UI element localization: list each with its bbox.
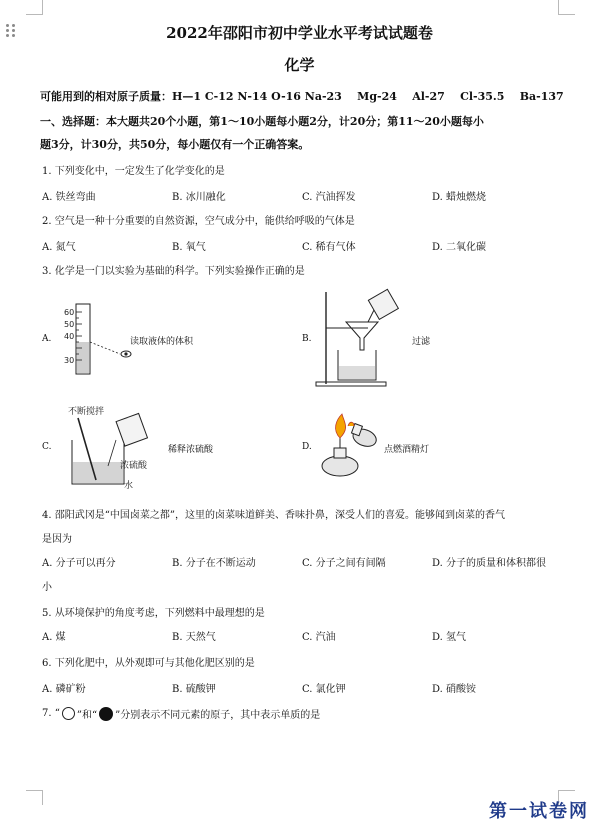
water-label: 水 [124,481,134,491]
question-3-option-b-caption: 过滤 [412,337,431,347]
eye-icon [121,351,131,357]
question-1-option-c[interactable]: C. 汽油挥发 [302,192,356,203]
question-4-option-d[interactable]: D. 分子的质量和体积都很 [432,558,547,569]
crop-mark-top-right [558,0,575,15]
question-3-option-c-caption: 稀释浓硫酸 [168,445,214,455]
question-4-stem-line1: 4. 邵阳武冈是“中国卤菜之都”，这里的卤菜味道鲜美、香味扑鼻，深受人们的喜爱。能够闻到卤菜的香气 [42,510,505,521]
question-1-stem: 1. 下列变化中，一定发生了化学变化的是 [42,166,225,177]
question-4-option-b[interactable]: B. 分子在不断运动 [172,558,256,569]
white-atom-icon [62,707,75,720]
question-1-option-d[interactable]: D. 蜡烛燃烧 [432,192,487,203]
site-watermark: 第一试卷网 [489,801,589,822]
question-1-option-b[interactable]: B. 冰川融化 [172,192,226,203]
concentrated-acid-label: 浓硫酸 [120,461,148,471]
question-3-option-a-letter[interactable]: A. [42,334,52,344]
question-3-option-c-letter[interactable]: C. [42,442,52,452]
question-3-option-d-letter[interactable]: D. [302,442,312,452]
question-7-mid: ”和“ [76,710,98,721]
question-6-option-a[interactable]: A. 磷矿粉 [42,684,86,695]
alcohol-lamp-figure [314,410,394,486]
cylinder-tick-50: 50 [64,320,75,329]
question-6-stem: 6. 下列化肥中，从外观即可与其他化肥区别的是 [42,658,255,669]
question-2-option-b[interactable]: B. 氧气 [172,242,206,253]
crop-mark-bottom-left [26,790,43,805]
question-7-stem [42,706,320,721]
question-6-option-d[interactable]: D. 硝酸铵 [432,684,477,695]
question-4-option-c[interactable]: C. 分子之间有间隔 [302,558,386,569]
question-2-option-c[interactable]: C. 稀有气体 [302,242,356,253]
question-4-stem-line2: 是因为 [42,534,72,545]
dilute-sulfuric-acid-figure [64,404,164,494]
section-heading-line1: 一、选择题：本大题共20个小题，第1～10小题每小题2分，计20分；第11～20小题每小 [40,115,484,128]
question-4-option-a[interactable]: A. 分子可以再分 [42,558,116,569]
subject-title: 化学 [284,56,315,74]
question-1-option-a[interactable]: A. 铁丝弯曲 [42,192,96,203]
question-2-option-a[interactable]: A. 氮气 [42,242,76,253]
question-3-option-d-caption: 点燃酒精灯 [384,445,430,455]
filtration-figure [312,288,412,388]
question-3-option-b-letter[interactable]: B. [302,334,312,344]
question-5-option-b[interactable]: B. 天然气 [172,632,216,643]
cylinder-tick-40: 40 [64,332,75,341]
question-5-option-a[interactable]: A. 煤 [42,632,66,643]
cylinder-tick-30: 30 [64,356,75,365]
question-3-option-a-caption: 读取液体的体积 [130,337,194,347]
question-4-option-d-continued: 小 [42,582,52,593]
page-title: 2022年邵阳市初中学业水平考试试题卷 [166,24,433,42]
question-6-option-b[interactable]: B. 硫酸钾 [172,684,216,695]
question-7-prefix: 7. “ [42,708,60,719]
crop-mark-top-left [26,0,43,15]
question-2-option-d[interactable]: D. 二氧化碳 [432,242,487,253]
atomic-masses: 可能用到的相对原子质量：H—1 C-12 N-14 O-16 Na-23 Mg-24 Al-27 Cl-35.5 Ba-137 [40,90,564,103]
question-7-suffix: ”分别表示不同元素的原子，其中表示单质的是 [115,710,321,721]
black-atom-icon [99,707,113,721]
question-5-option-d[interactable]: D. 氢气 [432,632,467,643]
question-2-stem: 2. 空气是一种十分重要的自然资源，空气成分中，能供给呼吸的气体是 [42,216,355,227]
question-5-stem: 5. 从环境保护的角度考虑，下列燃料中最理想的是 [42,608,265,619]
cylinder-tick-60: 60 [64,308,75,317]
question-5-option-c[interactable]: C. 汽油 [302,632,336,643]
question-6-option-c[interactable]: C. 氯化钾 [302,684,346,695]
stirring-label: 不断搅拌 [68,407,105,417]
section-heading-line2: 题3分，计30分，共50分，每小题仅有一个正确答案。 [40,138,310,151]
question-3-stem: 3. 化学是一门以实验为基础的科学。下列实验操作正确的是 [42,266,305,277]
